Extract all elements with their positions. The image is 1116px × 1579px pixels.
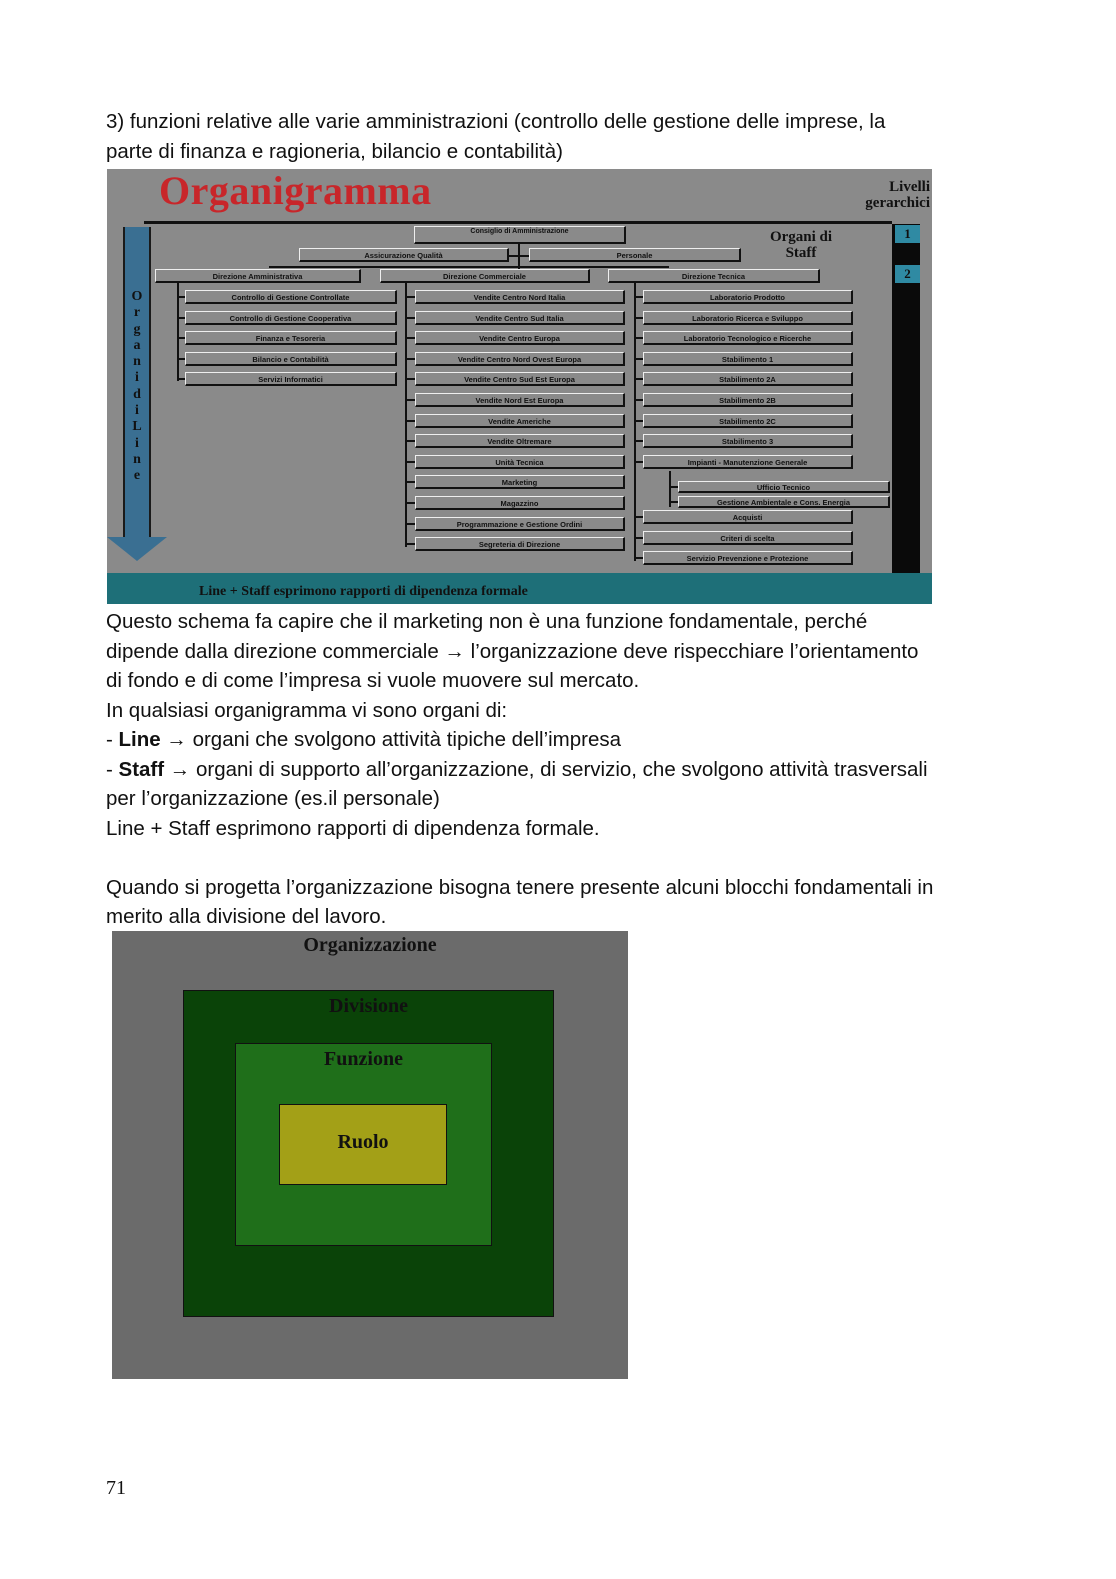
staff-label-line-2: Staff	[785, 245, 817, 261]
technical-unit-box: Laboratorio Ricerca e Sviluppo	[643, 311, 853, 325]
technical-unit-connector	[634, 317, 643, 319]
admin-unit-box: Finanza e Tesoreria	[185, 331, 397, 345]
commercial-unit-connector	[405, 481, 415, 483]
arrow-letter: i	[135, 435, 139, 451]
commercial-unit-box: Vendite Centro Sud Est Europa	[415, 372, 625, 386]
arrow-letter: g	[133, 321, 141, 337]
technical-unit-connector	[634, 516, 643, 518]
staff-connector	[509, 255, 529, 257]
commercial-spine	[405, 283, 407, 547]
line-arrow-head	[107, 537, 167, 561]
arrow-letter: i	[135, 403, 139, 419]
commercial-unit-box: Vendite Nord Est Europa	[415, 393, 625, 407]
page-number: 71	[106, 1477, 126, 1499]
admin-unit-box: Bilancio e Contabilità	[185, 352, 397, 366]
commercial-unit-box: Programmazione e Gestione Ordini	[415, 517, 625, 531]
arrow-letter: e	[133, 468, 141, 484]
commercial-unit-box: Segreteria di Direzione	[415, 537, 625, 551]
intro-line-2: parte di finanza e ragioneria, bilancio e contabilità)	[106, 139, 563, 163]
technical-unit-connector	[634, 440, 643, 442]
admin-unit-box: Servizi Informatici	[185, 372, 397, 386]
admin-unit-box: Controllo di Gestione Controllate	[185, 290, 397, 304]
commercial-unit-connector	[405, 399, 415, 401]
technical-unit-connector	[634, 358, 643, 360]
technical-unit-connector	[634, 296, 643, 298]
ruolo-label: Ruolo	[337, 1131, 389, 1153]
commercial-unit-connector	[405, 440, 415, 442]
staff-description: → organi di supporto all’organizzazione, di servizio, che svolgono attività trasversali	[164, 757, 928, 781]
technical-unit-connector	[634, 420, 643, 422]
divisione-label: Divisione	[329, 995, 408, 1017]
admin-unit-connector	[177, 337, 185, 339]
body-text	[106, 607, 1006, 932]
arrow-letter: O	[131, 289, 143, 304]
direction-commercial-box: Direzione Commerciale	[380, 269, 590, 283]
commercial-unit-connector	[405, 337, 415, 339]
directions-connector	[269, 266, 669, 268]
technical-sub-unit-box: Ufficio Tecnico	[678, 481, 890, 493]
commercial-unit-connector	[405, 461, 415, 463]
body-line: di fondo e di come l’impresa si vuole muovere sul mercato.	[106, 669, 640, 692]
technical-unit-box: Laboratorio Prodotto	[643, 290, 853, 304]
commercial-unit-box: Vendite Oltremare	[415, 434, 625, 448]
arrow-letter: d	[133, 386, 141, 402]
body-line: Quando si progetta l’organizzazione bisogna tenere presente alcuni blocchi fondamentali in	[106, 875, 934, 899]
line-arrow-label	[127, 289, 147, 485]
sub-unit-connector	[669, 501, 678, 503]
commercial-unit-connector	[405, 317, 415, 319]
chart-frame-top-line	[144, 221, 892, 224]
staff-label-line-1: Organi di	[769, 229, 833, 245]
arrow-letter: L	[132, 419, 142, 435]
hierarchy-levels-label	[820, 179, 930, 211]
level-1-badge: 1	[895, 225, 920, 243]
body-line: dipende dalla direzione commerciale → l’organizzazione deve rispecchiare l’orientamento	[106, 639, 919, 663]
commercial-unit-connector	[405, 420, 415, 422]
staff-label	[755, 229, 847, 261]
technical-spine	[634, 283, 636, 561]
commercial-unit-box: Vendite Centro Sud Italia	[415, 311, 625, 325]
commercial-unit-connector	[405, 502, 415, 504]
admin-unit-connector	[177, 378, 185, 380]
technical-unit-box: Acquisti	[643, 510, 853, 524]
technical-unit-connector	[634, 537, 643, 539]
commercial-unit-box: Vendite Americhe	[415, 414, 625, 428]
commercial-unit-box: Marketing	[415, 475, 625, 489]
commercial-unit-connector	[405, 523, 415, 525]
arrow-letter: r	[133, 305, 141, 321]
personnel-box: Personale	[529, 248, 741, 262]
sub-unit-connector	[669, 486, 678, 488]
technical-unit-box: Servizio Prevenzione e Protezione	[643, 551, 853, 565]
commercial-unit-connector	[405, 378, 415, 380]
funzione-label: Funzione	[324, 1048, 403, 1070]
admin-unit-connector	[177, 296, 185, 298]
technical-sub-unit-box: Gestione Ambientale e Cons. Energia	[678, 496, 890, 508]
commercial-unit-connector	[405, 543, 415, 545]
board-box: Consiglio di Amministrazione	[414, 226, 626, 244]
bullet-dash: -	[106, 728, 119, 751]
arrow-letter: i	[135, 370, 139, 386]
technical-unit-box: Criteri di scelta	[643, 531, 853, 545]
levels-label-line-2: gerarchici	[865, 195, 930, 211]
blank-line	[106, 843, 1006, 873]
line-description: → organi che svolgono attività tipiche dell’impresa	[160, 728, 622, 751]
staff-term: Staff	[118, 757, 165, 781]
body-line: Questo schema fa capire che il marketing non è una funzione fondamentale, perché	[106, 610, 868, 633]
technical-unit-connector	[634, 337, 643, 339]
technical-unit-box: Stabilimento 3	[643, 434, 853, 448]
technical-unit-connector	[634, 557, 643, 559]
commercial-unit-box: Vendite Centro Europa	[415, 331, 625, 345]
intro-paragraph	[106, 107, 1006, 166]
admin-unit-connector	[177, 317, 185, 319]
body-line: per l’organizzazione (es.il personale)	[106, 787, 440, 810]
technical-unit-box: Stabilimento 2B	[643, 393, 853, 407]
technical-unit-connector	[634, 461, 643, 463]
body-line: Line + Staff esprimono rapporti di dipendenza formale.	[106, 816, 600, 840]
arrow-letter: n	[133, 451, 141, 467]
commercial-unit-box: Vendite Centro Nord Ovest Europa	[415, 352, 625, 366]
commercial-unit-connector	[405, 296, 415, 298]
technical-unit-box: Stabilimento 2A	[643, 372, 853, 386]
quality-box: Assicurazione Qualità	[299, 248, 509, 262]
technical-unit-box: Laboratorio Tecnologico e Ricerche	[643, 331, 853, 345]
commercial-unit-box: Magazzino	[415, 496, 625, 510]
org-chart-image	[107, 169, 932, 604]
arrow-letter: n	[133, 354, 141, 370]
levels-label-line-1: Livelli	[889, 179, 930, 195]
staff-definition	[106, 755, 1006, 785]
technical-unit-connector	[634, 399, 643, 401]
bullet-dash: -	[106, 757, 119, 781]
bottom-caption: Line + Staff esprimono rapporti di dipendenza formale	[199, 584, 528, 599]
organization-blocks-diagram	[112, 931, 628, 1379]
admin-unit-box: Controllo di Gestione Cooperativa	[185, 311, 397, 325]
direction-technical-box: Direzione Tecnica	[608, 269, 820, 283]
commercial-unit-connector	[405, 358, 415, 360]
commercial-unit-box: Unità Tecnica	[415, 455, 625, 469]
body-line: merito alla divisione del lavoro.	[106, 905, 387, 928]
line-definition	[106, 725, 1006, 755]
line-term: Line	[118, 728, 161, 751]
arrow-letter: a	[133, 337, 141, 353]
direction-admin-box: Direzione Amministrativa	[155, 269, 361, 283]
technical-unit-box: Stabilimento 1	[643, 352, 853, 366]
technical-unit-box: Impianti - Manutenzione Generale	[643, 455, 853, 469]
commercial-unit-box: Vendite Centro Nord Italia	[415, 290, 625, 304]
technical-unit-box: Stabilimento 2C	[643, 414, 853, 428]
intro-line-1: 3) funzioni relative alle varie amministrazioni (controllo delle gestione delle imprese, la	[106, 110, 886, 133]
admin-unit-connector	[177, 358, 185, 360]
organizzazione-label: Organizzazione	[303, 934, 437, 956]
level-2-badge: 2	[895, 265, 920, 283]
body-line: In qualsiasi organigramma vi sono organi di:	[106, 698, 508, 722]
technical-unit-connector	[634, 378, 643, 380]
org-chart-title: Organigramma	[159, 169, 432, 213]
